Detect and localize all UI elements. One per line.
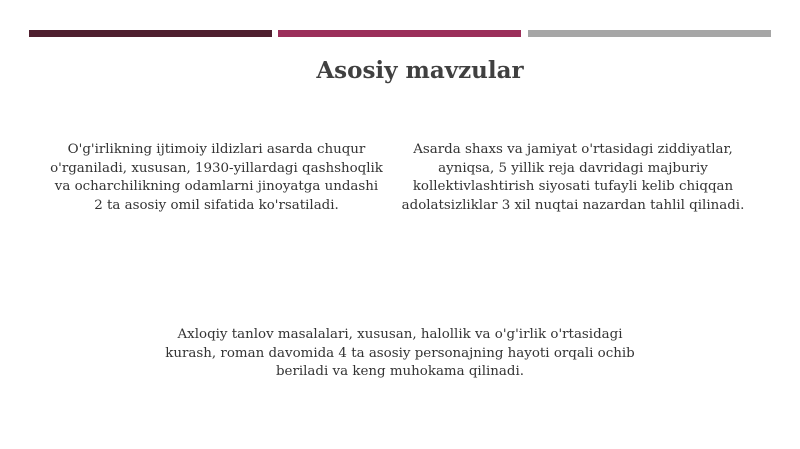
- accent-bar-left: [29, 30, 272, 37]
- accent-bar-right: [528, 30, 771, 37]
- paragraph-social-roots: O'g'irlikning ijtimoiy ildizlari asarda chuqur o'rganiladi, xususan, 1930-yillardagi qashshoqlik va ocharchilikning odamlarni jinoyatga undashi 2 ta asosiy omil sifatida ko'rsatiladi.: [50, 142, 383, 213]
- paragraph-moral-choice: Axloqiy tanlov masalalari, xususan, halollik va o'g'irlik o'rtasidagi kurash, roman davomida 4 ta asosiy personajning hayoti orqali ochib beriladi va keng muhokama qilinadi.: [165, 327, 635, 379]
- slide-title: Asosiy mavzular: [316, 57, 524, 84]
- paragraph-individual-society: Asarda shaxs va jamiyat o'rtasidagi ziddiyatlar, ayniqsa, 5 yillik reja davridagi majburiy kollektivlashtirish siyosati tufayli kelib chiqqan adolatsizliklar 3 xil nuqtai nazardan tahlil qilinadi.: [401, 142, 745, 213]
- accent-bar-middle: [278, 30, 521, 37]
